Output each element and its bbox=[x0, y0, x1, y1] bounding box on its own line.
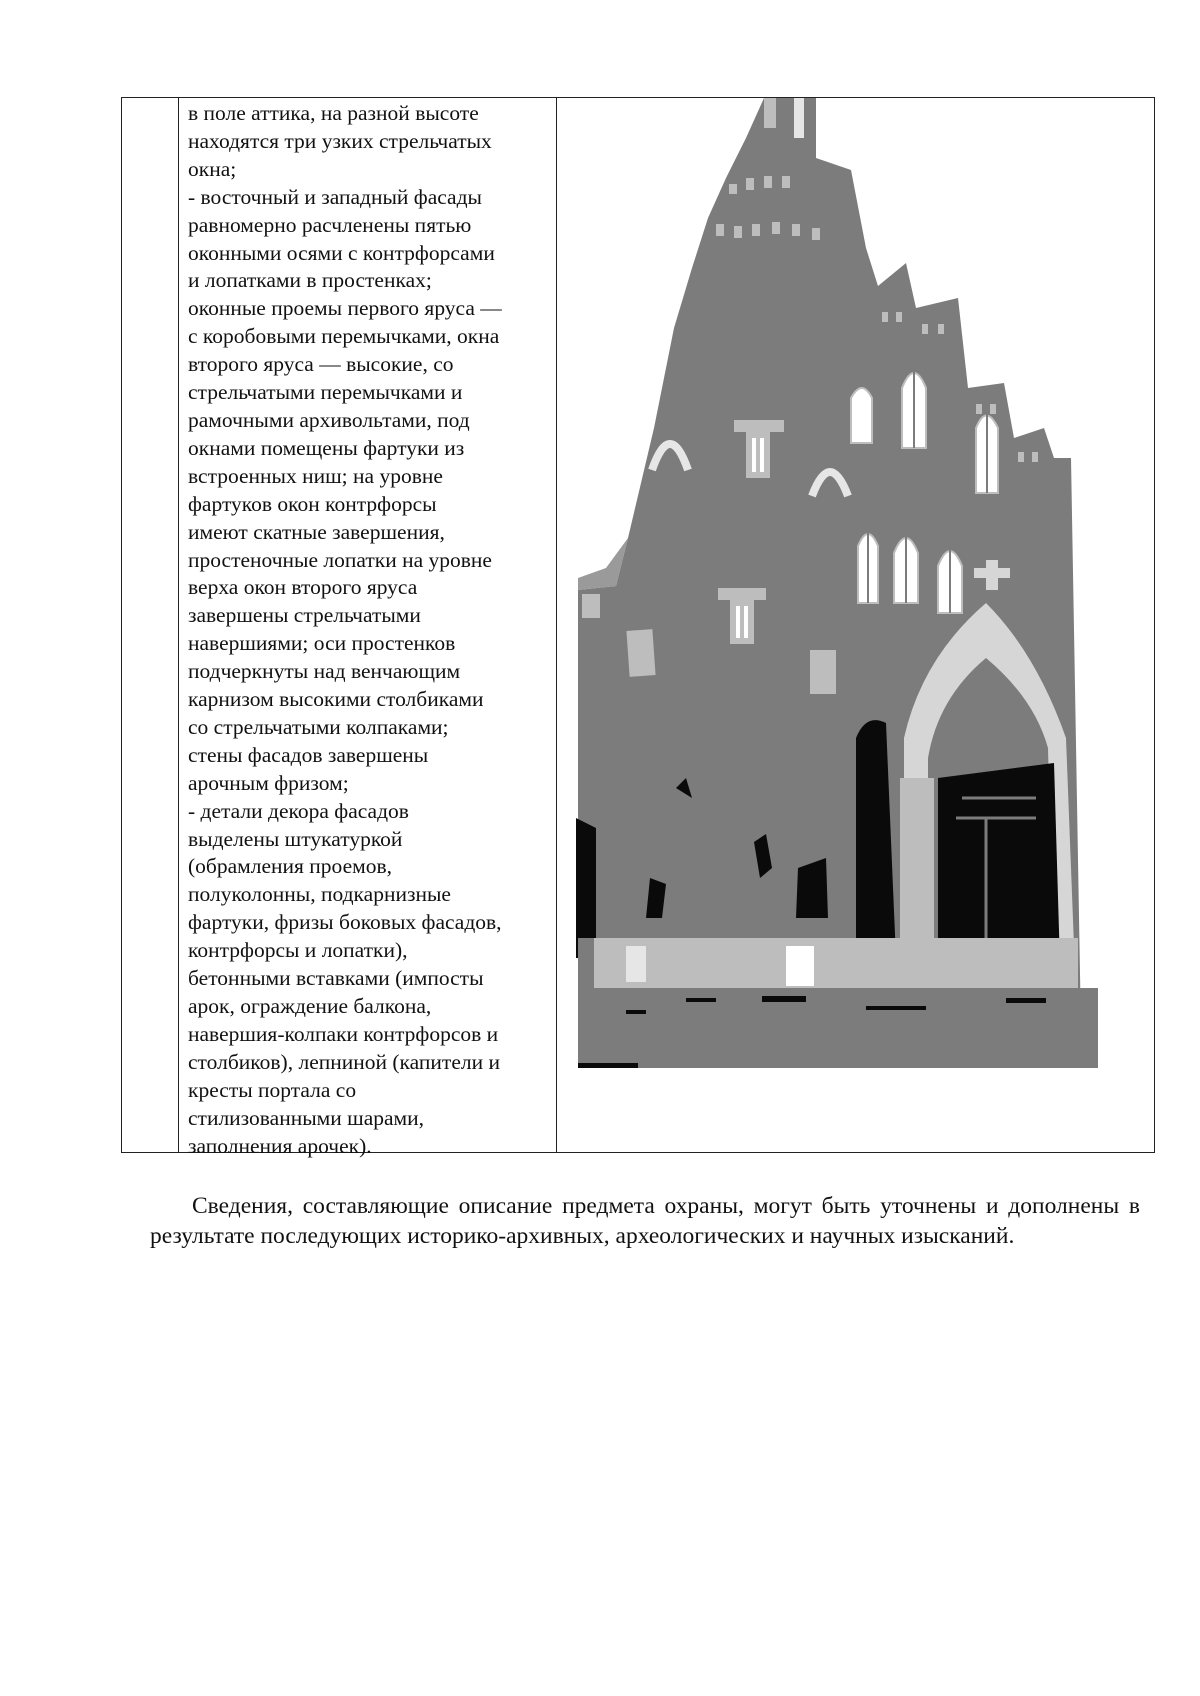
note-paragraph bbox=[150, 1192, 1140, 1252]
description-table bbox=[121, 97, 1155, 1158]
note-text: Сведения, составляющие описание предмета охраны, могут быть уточнены и дополнены в результате последующих историко-архивных, археологических и научных изысканий. bbox=[150, 1193, 1140, 1249]
church-facade-image bbox=[566, 98, 1151, 1128]
description-cell-text: в поле аттика, на разной высоте находятся три узких стрельчатых окна; - восточный и западный фасады равномерно расчленены пятью оконными осями с контрфорсами и лопатками в простенках; оконные проемы первого яруса — с коробовыми перемычками, окна второго яруса — высокие, со стрельчатыми перемычками и рамочными архивольтами, под окнами помещены фартуки из встроенных ниш; на уровне фартуков окон контрфорсы имеют скатные завершения, простеночные лопатки на уровне верха окон второго яруса завершены стрельчатыми навершиями; оси простенков подчеркнуты над венчающим карнизом высокими столбиками со стрельчатыми колпаками; стены фасадов завершены арочным фризом; - детали декора фасадов выделены штукатуркой (обрамления проемов, полуколонны, подкарнизные фартуки, фризы боковых фасадов, контрфорсы и лопатки), бетонными вставками (импосты арок, ограждение балкона, навершия-колпаки контрфорсов и столбиков), лепниной (капители и кресты портала со стилизованными шарами, заполнения арочек). bbox=[188, 101, 502, 1158]
table-column-divider bbox=[556, 98, 557, 1152]
church-facade-photo bbox=[566, 98, 1151, 1128]
table-column-divider bbox=[178, 98, 179, 1152]
